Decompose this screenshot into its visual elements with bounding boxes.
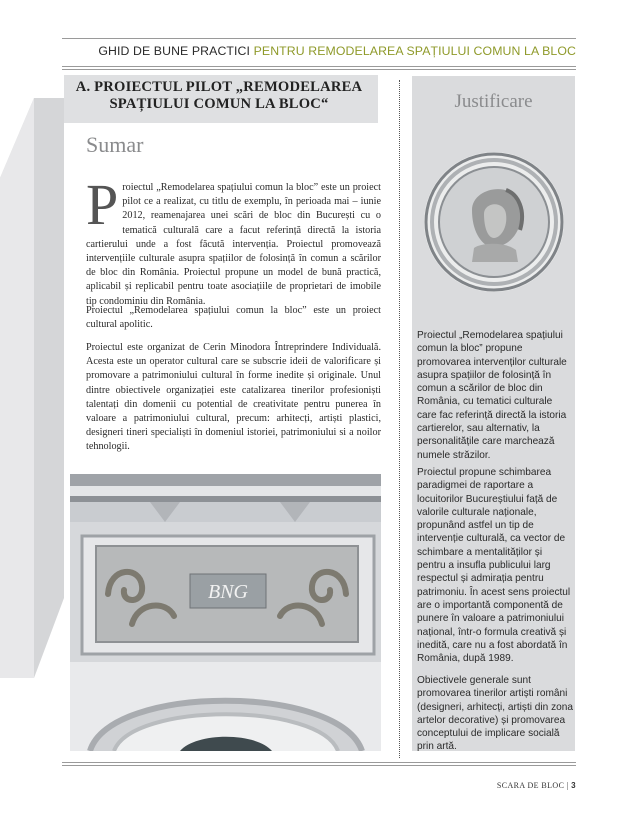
summary-paragraph-1-text: roiectul „Remodelarea spațiului comun la bloc” este un proiect pilot ce a realizat, cu titlu de exemplu, în perioada mai – iunie 2012, reamenajarea unei scări de bloc din București cu o tematică culturală care a facut referință directă la istoria cartierului unde a fost făcută intervenția. Proiectul promovează intervențiile culturale asupra spațiilor de folosință în comun a scărilor de bloc din România. Proiectul propune un model de bună practică, aplicabil și replicabil pentru toate asociațiile de proprietari de imobile tip condominiu din România. bbox=[86, 182, 381, 307]
sidebar-title: Justificare bbox=[454, 91, 533, 112]
drop-cap: P bbox=[86, 172, 119, 237]
header-rule-bottom bbox=[62, 66, 576, 67]
header-rule-top bbox=[62, 38, 576, 39]
summary-paragraph-2: Proiectul „Remodelarea spațiului comun la bloc” este un proiect cultural apolitic. bbox=[86, 305, 381, 331]
column-divider bbox=[399, 80, 400, 758]
summary-heading: Sumar bbox=[86, 132, 144, 157]
photo-monogram: BNG bbox=[208, 581, 248, 603]
sculpted-medallion-image bbox=[422, 150, 566, 294]
page-number: 3 bbox=[571, 781, 576, 790]
facade-ornament-photo bbox=[70, 474, 381, 751]
sidebar-paragraph-2: Proiectul propune schimbarea paradigmei de raportare a locuitorilor Bucureștiului față de valorile culturale naționale, propunând astfel un tip de intervenție culturală, ca vector de schimbare a mentalităților și pentru a insufla publicului larg respectul și admirația pentru patrimoniu. În acest sens proiectul are o importantă componentă de punere în valoare a patrimoniului național, într-o formula creativă și inedită, care nu a fost abordată în România, după 1989. bbox=[417, 467, 571, 665]
footer-separator: | bbox=[566, 781, 569, 790]
sidebar-paragraph-3: Obiectivele generale sunt promovarea tinerilor artiști români (designeri, arhitecți, artiști din zona artelor decorative) și promovarea conceptului de implicare socială prin artă. bbox=[417, 675, 573, 753]
running-header bbox=[62, 42, 576, 60]
section-title-line-1: A. PROIECTUL PILOT „REMODELAREA bbox=[75, 79, 363, 95]
footer-rule-top bbox=[62, 762, 576, 763]
section-title bbox=[64, 79, 374, 113]
summary-paragraph-3: Proiectul este organizat de Cerin Minodora Întreprindere Individuală. Acesta este un operator cultural care se subscrie ideii de valorificare și promovare a patrimoniului cultural în forme inedite și originale. Unul dintre obiectivele organizației este catalizarea tinerilor profesioniști talentați din domenii cu potential de creativitate pentru punerea în valoare a patrimoniului cultural, precum: arhitecți, artiști plastici, designeri tineri specialiști în domeniul istoriei, patrimoniului si a noilor tehnologii. bbox=[86, 342, 381, 453]
sidebar-paragraph-1: Proiectul „Remodelarea spațiului comun la bloc” propune promovarea intervenților culturale asupra spațiilor de folosință în comun a scărilor de bloc din România, cu tematici culturale care fac referință directă la istoria cartierelor, sau alternativ, la personalitățile care marchează numele străzilor. bbox=[417, 330, 567, 461]
page-footer bbox=[497, 781, 576, 790]
footer-rule-bottom bbox=[62, 765, 576, 766]
footer-label: SCARA DE BLOC bbox=[496, 781, 565, 790]
header-prefix: GHID DE BUNE PRACTICI bbox=[98, 44, 251, 58]
summary-paragraph-1 bbox=[86, 172, 381, 309]
header-rule-bottom-2 bbox=[62, 69, 576, 70]
section-title-line-2: SPAȚIULUI COMUN LA BLOC“ bbox=[109, 96, 329, 112]
header-accent: PENTRU REMODELAREA SPAȚIULUI COMUN LA BLOC bbox=[253, 44, 576, 58]
left-decorative-band bbox=[0, 98, 64, 778]
